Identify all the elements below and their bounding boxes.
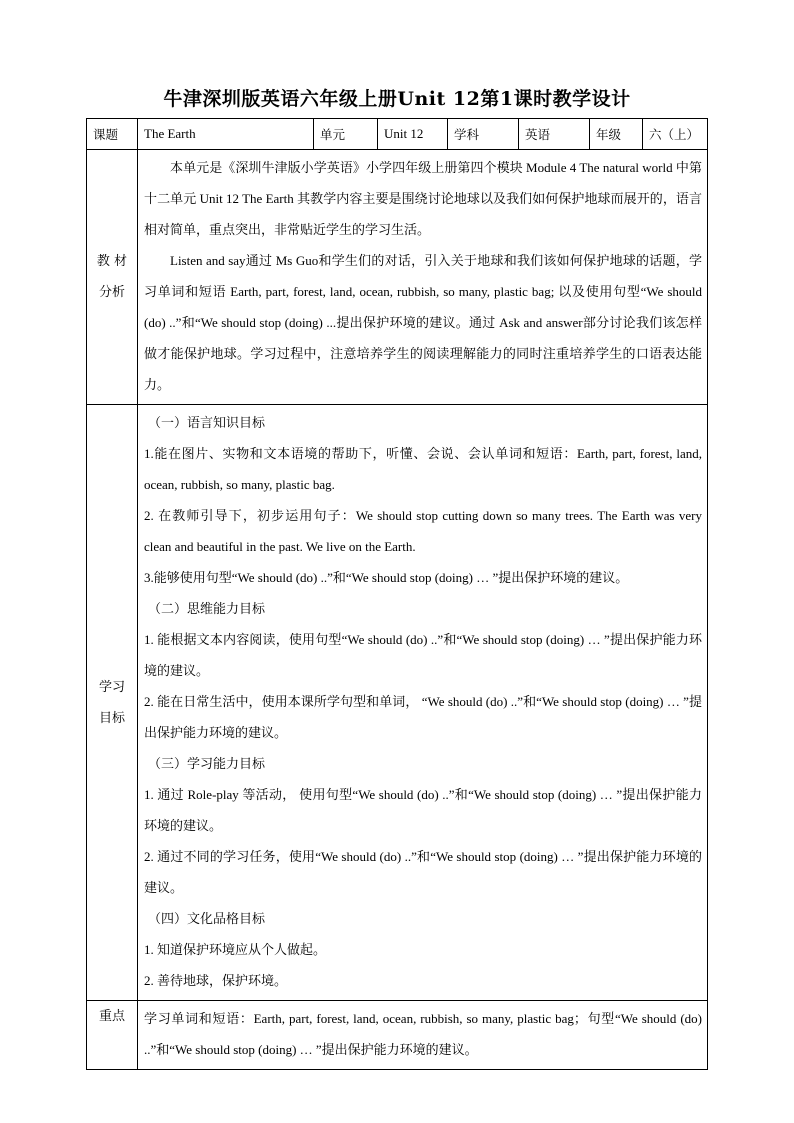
- objectives-content: [138, 405, 708, 1001]
- topic-label: 课题: [87, 119, 138, 150]
- analysis-row: [87, 150, 708, 405]
- header-row: [87, 119, 708, 150]
- objective-item: 2. 通过不同的学习任务，使用“We should (do) ..”和“We should stop (doing) … ”提出保护能力环境的建议。: [144, 849, 702, 895]
- unit-label: 单元: [314, 119, 378, 150]
- analysis-paragraph-2: Listen and say通过 Ms Guo和学生们的对话，引入关于地球和我们该如何保护地球的话题，学习单词和短语 Earth, part, forest, land, ocean, rubbish, so many, plastic bag; 以及使用句型“We should (do) ..”和“We should stop (doing) ...提出保护环境的建议。通过 Ask and answer部分讨论我们该怎样做才能保护地球。学习过程中，注意培养学生的阅读理解能力的同时注重培养学生的口语表达能力。: [144, 253, 702, 392]
- analysis-label: [87, 150, 138, 405]
- objective-item: 2. 能在日常生活中，使用本课所学句型和单词， “We should (do) ..”和“We should stop (doing) … ”提出保护能力环境的建议。: [144, 694, 702, 740]
- objective-item: 1. 通过 Role-play 等活动， 使用句型“We should (do) ..”和“We should stop (doing) … ”提出保护能力环境的建议。: [144, 787, 702, 833]
- subject-value: 英语: [519, 119, 590, 150]
- objectives-label-line2: 目标: [98, 710, 125, 726]
- objective-item: 3.能够使用句型“We should (do) ..”和“We should stop (doing) … ”提出保护环境的建议。: [144, 570, 629, 585]
- objective-item: 1.能在图片、实物和文本语境的帮助下，听懂、会说、会认单词和短语：Earth, part, forest, land, ocean, rubbish, so many, plastic bag.: [144, 446, 702, 492]
- objective-item: 1. 能根据文本内容阅读，使用句型“We should (do) ..”和“We should stop (doing) … ”提出保护能力环境的建议。: [144, 632, 702, 678]
- subject-label: 学科: [448, 119, 519, 150]
- keypoints-label: 重点: [87, 1001, 138, 1070]
- grade-label: 年级: [590, 119, 643, 150]
- grade-value: 六（上）: [643, 119, 708, 150]
- objective-heading: （三）学习能力目标: [148, 756, 266, 771]
- lesson-plan-table: [86, 118, 708, 1070]
- objectives-row: [87, 405, 708, 1001]
- keypoints-row: [87, 1001, 708, 1070]
- unit-value: Unit 12: [378, 119, 448, 150]
- objective-heading: （四）文化品格目标: [148, 911, 266, 926]
- topic-value: The Earth: [138, 119, 314, 150]
- analysis-label-line1: 教 材: [96, 254, 128, 269]
- document-title: 牛津深圳版英语六年级上册Unit 12第1课时教学设计: [163, 88, 631, 110]
- analysis-paragraph-1: 本单元是《深圳牛津版小学英语》小学四年级上册第四个模块 Module 4 The natural world 中第十二单元 Unit 12 The Earth 其教学内容主要是围绕讨论地球以及我们如何保护地球而展开的，语言相对简单，重点突出，非常贴近学生的学习生活。: [144, 160, 702, 237]
- objective-item: 2. 在教师引导下，初步运用句子：We should stop cutting down so many trees. The Earth was very clean and beautiful in the past. We live on the Earth.: [144, 508, 702, 554]
- objective-heading: （一）语言知识目标: [148, 415, 266, 430]
- objectives-label-line1: 学习: [98, 679, 125, 695]
- objective-item: 1. 知道保护环境应从个人做起。: [144, 942, 327, 957]
- keypoints-content: 学习单词和短语：Earth, part, forest, land, ocean, rubbish, so many, plastic bag；句型“We should (do) ..”和“We should stop (doing) … ”提出保护能力环境的建议。: [138, 1001, 708, 1070]
- objectives-label: [87, 405, 138, 1001]
- analysis-content: [138, 150, 708, 405]
- objective-item: 2. 善待地球，保护环境。: [144, 973, 288, 988]
- objective-heading: （二）思维能力目标: [148, 601, 266, 616]
- analysis-label-line2: 分析: [98, 285, 125, 300]
